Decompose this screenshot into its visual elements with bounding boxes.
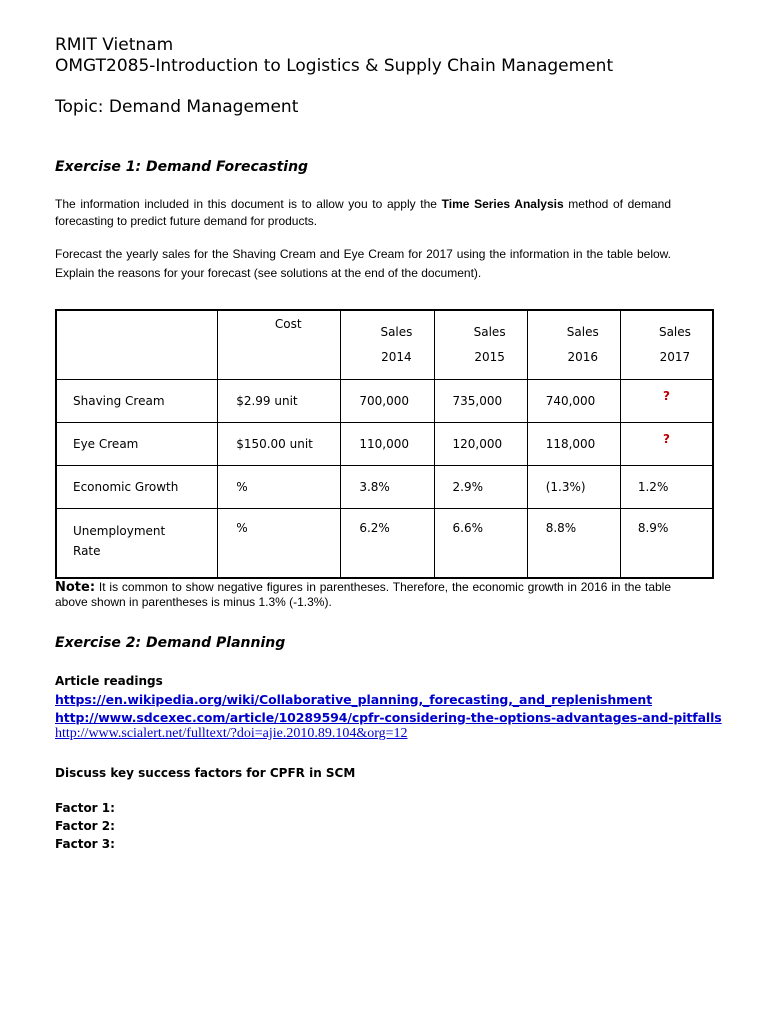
row-value-2015: 6.6% [434, 509, 527, 579]
header-year: 2017 [659, 350, 691, 364]
exercise1-title: Exercise 1: Demand Forecasting [55, 159, 309, 175]
row-label-line1: Unemployment [73, 524, 166, 538]
row-value-2015: 2.9% [434, 466, 527, 509]
row-value-2016: 8.8% [527, 509, 620, 579]
organization-name: RMIT Vietnam [55, 35, 174, 55]
header-year: 2015 [474, 350, 505, 364]
topic-title: Topic: Demand Management [55, 97, 299, 117]
exercise2-title: Exercise 2: Demand Planning [55, 635, 286, 651]
row-value-2017 [620, 423, 713, 466]
factor-3-label: Factor 3: [55, 837, 115, 851]
header-sales-label: Sales [658, 325, 691, 339]
row-value-2017: 8.9% [620, 509, 713, 579]
header-year: 2016 [567, 350, 599, 364]
row-cost: % [218, 466, 341, 509]
row-value-2014: 110,000 [341, 423, 434, 466]
table-header-row [56, 310, 713, 380]
factor-2-label: Factor 2: [55, 819, 115, 833]
note-label: Note: [55, 580, 96, 595]
row-value-2015: 735,000 [434, 380, 527, 423]
table-row [56, 466, 713, 509]
row-cost: % [218, 509, 341, 579]
row-value-2016: 740,000 [527, 380, 620, 423]
header-sales-2014 [341, 310, 434, 380]
table-row [56, 509, 713, 579]
exercise1-intro [55, 196, 671, 230]
header-sales-2016 [527, 310, 620, 380]
header-sales-label: Sales [380, 325, 413, 339]
row-label: Shaving Cream [56, 380, 218, 423]
header-sales-2017 [620, 310, 713, 380]
reading-link-scialert[interactable]: http://www.scialert.net/fulltext/?doi=ajie.2010.89.104&org=12 [55, 726, 408, 741]
discuss-prompt: Discuss key success factors for CPFR in SCM [55, 766, 356, 780]
row-value-2014: 3.8% [341, 466, 434, 509]
header-sales-label: Sales [566, 325, 599, 339]
row-value-2016: 118,000 [527, 423, 620, 466]
table-row [56, 380, 713, 423]
header-empty-cell [56, 310, 218, 380]
intro-text-start: The information included in this document is to allow you to apply the [55, 197, 442, 211]
row-label-line2: Rate [73, 544, 101, 558]
forecast-table [55, 309, 714, 579]
row-value-2015: 120,000 [434, 423, 527, 466]
table-note [55, 580, 671, 610]
reading-link-sdcexec[interactable]: http://www.sdcexec.com/article/10289594/cpfr-considering-the-options-advantages-and-pitfalls [55, 710, 722, 725]
row-cost: $2.99 unit [218, 380, 341, 423]
forecast-question-mark: ? [662, 389, 670, 403]
row-label: Eye Cream [56, 423, 218, 466]
header-sales-2015 [434, 310, 527, 380]
exercise1-instructions: Forecast the yearly sales for the Shaving Cream and Eye Cream for 2017 using the information in the table below. Explain the reasons for your forecast (see solutions at the end of the document). [55, 247, 671, 280]
header-year: 2014 [381, 350, 412, 364]
course-title: OMGT2085-Introduction to Logistics & Supply Chain Management [55, 56, 614, 76]
row-value-2014: 700,000 [341, 380, 434, 423]
factor-1-label: Factor 1: [55, 801, 115, 815]
row-value-2017 [620, 380, 713, 423]
row-label [56, 509, 218, 579]
header-sales-label: Sales [473, 325, 506, 339]
intro-bold-term: Time Series Analysis [441, 197, 564, 211]
row-value-2014: 6.2% [341, 509, 434, 579]
note-text: It is common to show negative figures in parentheses. Therefore, the economic growth in 2016 in the table above shown in parentheses is minus 1.3% (-1.3%). [55, 580, 671, 609]
intro-text-end: method of demand forecasting to predict future demand for products. [55, 197, 671, 228]
row-label: Economic Growth [56, 466, 218, 509]
table-row [56, 423, 713, 466]
row-value-2017: 1.2% [620, 466, 713, 509]
row-cost: $150.00 unit [218, 423, 341, 466]
reading-link-wikipedia[interactable]: https://en.wikipedia.org/wiki/Collaborative_planning,_forecasting,_and_replenishment [55, 692, 653, 707]
row-value-2016: (1.3%) [527, 466, 620, 509]
article-readings-label: Article readings [55, 674, 163, 688]
header-cost: Cost [218, 310, 341, 380]
forecast-question-mark: ? [662, 432, 670, 446]
